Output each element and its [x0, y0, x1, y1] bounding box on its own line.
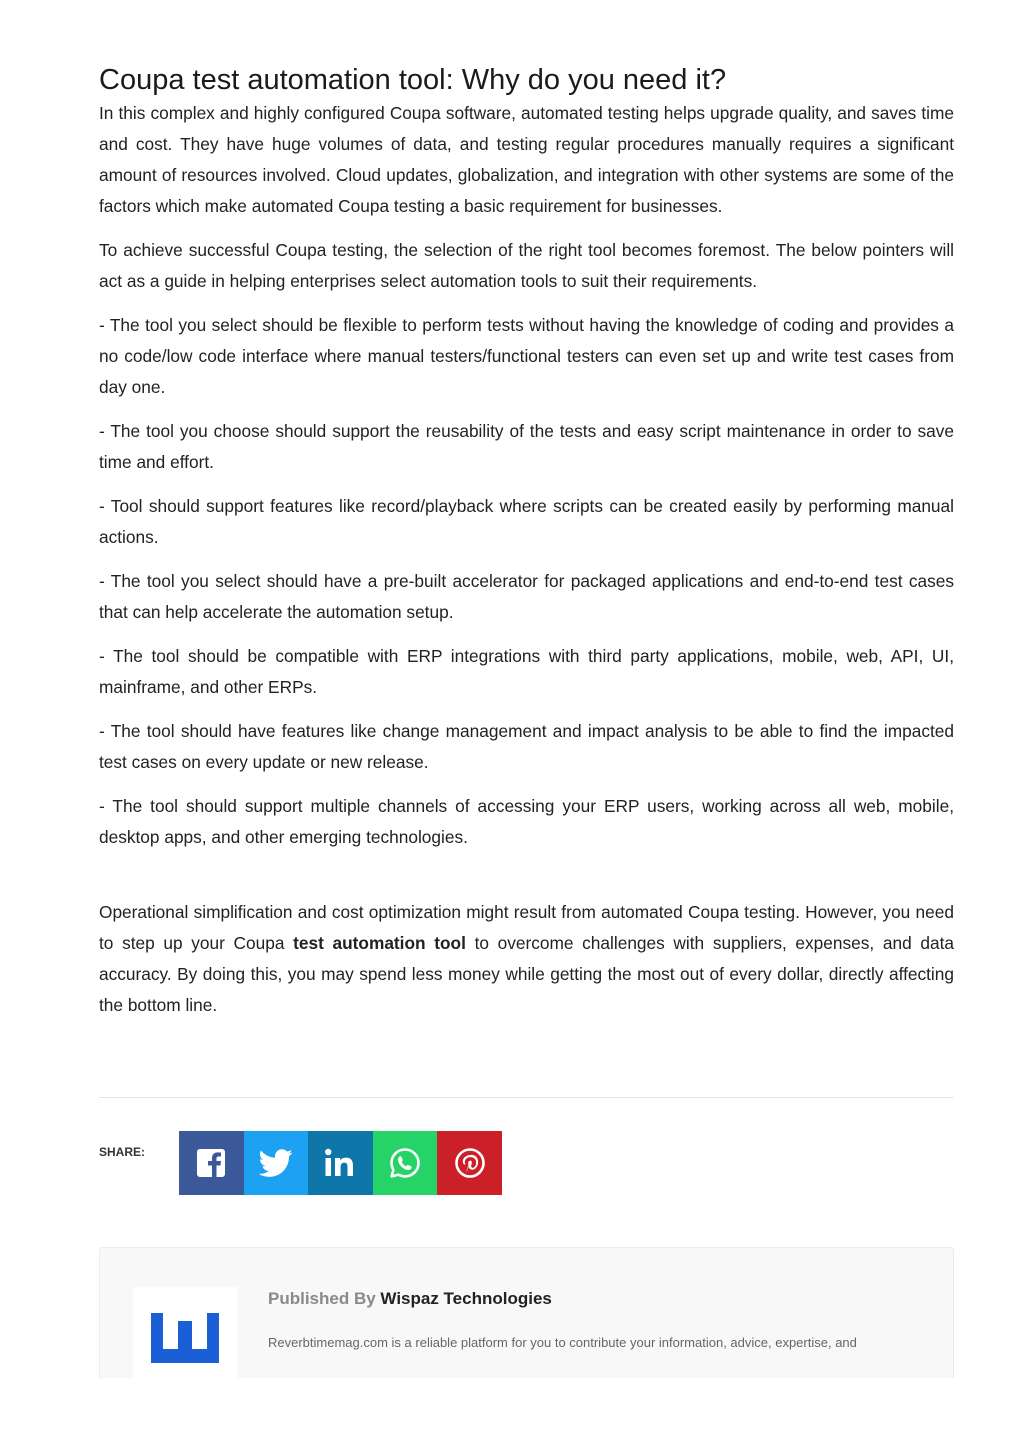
conclusion-text-end: to overcome challenges with suppliers, expenses, and data accuracy. By doing this, you may spend less money while getting the most out of every dollar, directly affecting the bottom line. [99, 933, 954, 1015]
author-avatar[interactable] [133, 1287, 237, 1378]
published-by-label: Published By [268, 1289, 376, 1308]
article-title: Coupa test automation tool: Why do you need it? [99, 64, 727, 96]
article-paragraph: In this complex and highly configured Coupa software, automated testing helps upgrade quality, and saves time and cost. They have huge volumes of data, and testing regular procedures manually requires a significant amount of resources involved. Cloud updates, globalization, and integration with other systems are some of the factors which make automated Coupa testing a basic requirement for businesses. [99, 103, 954, 216]
linkedin-icon [323, 1146, 357, 1180]
article-bullet: - The tool you choose should support the reusability of the tests and easy script maintenance in order to save time and effort. [99, 421, 954, 472]
article-paragraph: To achieve successful Coupa testing, the selection of the right tool becomes foremost. The below pointers will act as a guide in helping enterprises select automation tools to suit their requirements. [99, 240, 954, 291]
article-bullet: - The tool should be compatible with ERP integrations with third party applications, mobile, web, API, UI, mainframe, and other ERPs. [99, 646, 954, 697]
article-bullet: - The tool you select should be flexible to perform tests without having the knowledge of coding and provides a no code/low code interface where manual testers/functional testers can even set up and write test cases from day one. [99, 315, 954, 397]
share-facebook-button[interactable] [179, 1131, 244, 1195]
wispaz-logo-icon [151, 1313, 219, 1363]
share-label: SHARE: [99, 1145, 146, 1159]
article-bullet: - The tool should support multiple channels of accessing your ERP users, working across all web, mobile, desktop apps, and other emerging technologies. [99, 796, 954, 847]
article-bullet: - The tool you select should have a pre-built accelerator for packaged applications and end-to-end test cases that can help accelerate the automation setup. [99, 571, 954, 622]
twitter-icon [259, 1146, 293, 1180]
article-content [99, 62, 954, 1034]
author-box [99, 1247, 954, 1378]
share-linkedin-button[interactable] [308, 1131, 373, 1195]
article-bullet: - The tool should have features like change management and impact analysis to be able to find the impacted test cases on every update or new release. [99, 721, 954, 772]
pinterest-icon [453, 1146, 487, 1180]
divider [99, 1097, 954, 1098]
author-name-link[interactable]: Wispaz Technologies [380, 1289, 552, 1308]
share-bar [179, 1131, 502, 1195]
whatsapp-icon [388, 1146, 422, 1180]
article-bullet: - Tool should support features like record/playback where scripts can be created easily by performing manual actions. [99, 496, 954, 547]
share-twitter-button[interactable] [244, 1131, 309, 1195]
author-bio: Reverbtimemag.com is a reliable platform for you to contribute your information, advice, expertise, and [268, 1335, 857, 1350]
share-pinterest-button[interactable] [437, 1131, 502, 1195]
conclusion-text-start: Operational simplification and cost optimization might result from automated Coupa testing. However, you need to step up your Coupa [99, 902, 954, 953]
article-conclusion [99, 897, 954, 1021]
facebook-icon [194, 1146, 228, 1180]
published-by [268, 1289, 552, 1309]
share-whatsapp-button[interactable] [373, 1131, 438, 1195]
test-automation-tool-link[interactable]: test automation tool [293, 933, 466, 953]
